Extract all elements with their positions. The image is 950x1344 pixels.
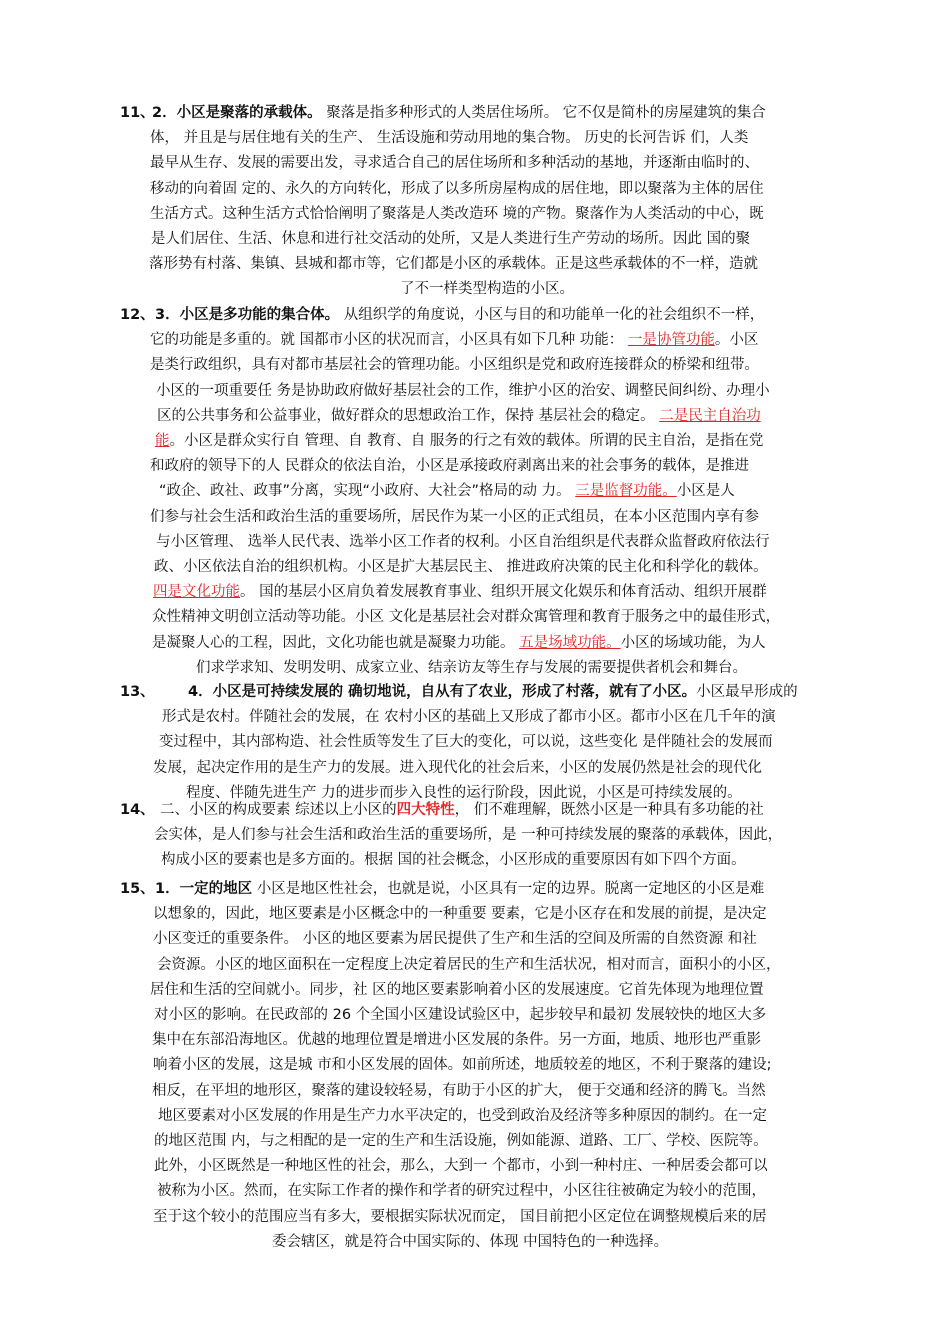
text-run: 相反，在平坦的地形区，聚落的建设较轻易，有助于小区的扩大， 便于交通和经济的腾飞。当然	[152, 1082, 766, 1099]
text-run: 小区变迁的重要条件。 小区的地区要素为居民提供了生产和生活的空间及所需的自然资源 和社	[153, 931, 757, 948]
bold-heading: 2．小区是聚落的承载体。	[152, 105, 322, 121]
text-run: “政企、政社、政事”分离，实现“小政府、大社会”格局的动 力。	[159, 483, 576, 500]
text-run: 从组织学的角度说，小区与目的和功能单一化的社会组织不一样，	[339, 307, 765, 323]
text-run: 的地区范围 内，与之相配的是一定的生产和生活设施，例如能源、道路、工厂、学校、医院等。	[154, 1133, 768, 1149]
text-run: 众性精神文明创立活动等功能。小区 文化是基层社会对群众寓管理和教育于服务之中的最佳形式，	[152, 609, 781, 626]
text-run: 变过程中，其内部构造、社会性质等发生了巨大的变化，可以说，这些变化 是伴随社会的发展而	[159, 734, 773, 751]
text-line	[151, 229, 750, 249]
text-line	[149, 254, 758, 274]
text-run: 对小区的影响。在民政部的 26 个全国小区建设试验区中，起步较早和最初 发展较快的地区大多	[154, 1007, 767, 1023]
text-line	[153, 1055, 772, 1075]
text-line	[154, 1156, 768, 1176]
text-line	[153, 1207, 767, 1227]
text-run: 最早从生存、发展的需要出发，寻求适合自己的居住场所和多种活动的基地，并逐渐由临时的、	[150, 155, 759, 172]
text-run: 构成小区的要素也是多方面的。根据 国的社会概念，小区形成的重要原因有如下四个方面。	[161, 852, 746, 869]
text-run: 它的功能是多重的。就 国都市小区的状况而言，小区具有如下几种 功能：	[150, 332, 628, 349]
paragraph-number: 15、	[120, 881, 155, 897]
text-line	[154, 557, 768, 577]
highlighted-term: 能	[155, 433, 170, 449]
text-run: 是凝聚人心的工程，因此，文化功能也就是凝聚力功能。	[152, 634, 520, 651]
highlighted-term: 五是场域功能。	[519, 634, 621, 651]
text-run: 发展，起决定作用的是生产力的发展。进入现代化的社会后来，小区的发展仍然是社会的现代化	[153, 759, 762, 776]
text-line	[150, 355, 759, 375]
text-run: 二、小区的构成要素 综述以上小区的	[160, 802, 397, 818]
text-run: 们参与社会生活和政治生活的重要场所，居民作为某一小区的正式组员，在本小区范围内享有参	[150, 508, 759, 525]
highlighted-term: 二是民主自治功	[659, 407, 761, 424]
text-run: 地区要素对小区发展的作用是生产力水平决定的，也受到政治及经济等多种原因的制约。在一定	[158, 1107, 767, 1124]
text-run: 政、小区依法自治的组织机构。小区是扩大基层民主、 推进政府决策的民主化和科学化的载体。	[154, 559, 768, 575]
text-run: ， 们不难理解，既然小区是一种具有多功能的社	[454, 802, 764, 818]
text-line	[153, 758, 762, 778]
text-run: 委会辖区，就是符合中国实际的、体现 中国特色的一种选择。	[272, 1233, 669, 1250]
text-line	[154, 1005, 766, 1025]
text-run: 。 国的基层小区肩负着发展教育事业、组织开展文化娱乐和体育活动、组织开展群	[240, 584, 767, 601]
text-line	[400, 279, 574, 299]
text-line	[160, 800, 764, 820]
text-line	[152, 1081, 766, 1101]
text-run: 是人们居住、生活、休息和进行社交活动的处所，又是人类进行生产劳动的场所。因此 国的聚	[151, 231, 751, 247]
text-line	[153, 904, 767, 924]
text-run: 体， 并且是与居住地有关的生产、 生活设施和劳动用地的集合物。 历史的长河告诉 们，人类	[150, 130, 749, 147]
text-run: 。小区	[714, 332, 759, 349]
text-run: 和政府的领导下的人 民群众的依法自治，小区是承接政府剥离出来的社会事务的载体，是推进	[150, 458, 750, 475]
text-line	[162, 707, 776, 727]
text-line	[150, 128, 748, 148]
text-run: 以想象的，因此，地区要素是小区概念中的一种重要 要素，它是小区存在和发展的前提，是决定	[153, 906, 767, 923]
text-run: 是类行政组织，具有对都市基层社会的管理功能。小区组织是党和政府连接群众的桥梁和纽带。	[150, 357, 759, 374]
text-line	[150, 507, 759, 527]
text-run: 会实体，是人们参与社会生活和政治生活的重要场所，是 一种可持续发展的聚落的承载体，因此，	[154, 827, 783, 844]
text-run: 小区是人	[676, 483, 735, 500]
highlighted-term: 三是监督功能。	[575, 483, 677, 500]
text-run: 生活方式。这种生活方式恰恰阐明了聚落是人类改造环 境的产物。聚落作为人类活动的中心，既	[150, 205, 764, 222]
bold-heading: 3．小区是多功能的集合体。	[155, 307, 340, 323]
text-run: 小区是地区性社会，也就是说，小区具有一定的边界。脱离一定地区的小区是难	[252, 881, 765, 897]
text-line	[155, 305, 764, 325]
text-line	[158, 1106, 767, 1126]
text-run: 们求学求知、发明发明、成家立业、结亲访友等生存与发展的需要提供者机会和舞台。	[196, 659, 747, 676]
text-line	[155, 879, 764, 899]
text-line	[152, 633, 766, 653]
text-run: 居住和生活的空间就小。同步，社 区的地区要素影响着小区的发展速度。它首先体现为地理位置	[150, 981, 764, 998]
text-line	[150, 456, 749, 476]
text-line	[157, 406, 761, 426]
text-line	[159, 732, 773, 752]
text-line	[150, 153, 759, 173]
text-line	[196, 658, 747, 678]
text-line	[150, 204, 764, 224]
paragraph-number: 13、	[120, 684, 155, 700]
text-run: 被称为小区。然而，在实际工作者的操作和学者的研究过程中，小区往往被确定为较小的范围，	[157, 1183, 766, 1200]
highlighted-term: 一是协管功能	[627, 332, 715, 349]
text-line	[154, 1131, 768, 1151]
text-line	[154, 825, 782, 845]
text-line	[188, 682, 798, 702]
text-run: 响着小区的发展，这是城 市和小区发展的固体。如前所述，地质较差的地区，不利于聚落的建设;	[153, 1057, 772, 1074]
bold-heading: 4．小区是可持续发展的 确切地说，自从有了农业，形成了村落，就有了小区。	[188, 684, 697, 700]
text-run: 与小区管理、 选举人民代表、选举小区工作者的权利。小区自治组织是代表群众监督政府依法行	[156, 533, 770, 550]
text-line	[156, 532, 770, 552]
text-run: 。小区是群众实行自 管理、自 教育、自 服务的行之有效的载体。所谓的民主自治，是指在党	[169, 433, 764, 449]
text-run: 了不一样类型构造的小区。	[400, 281, 574, 298]
paragraph-number: 14、	[120, 802, 155, 818]
bold-heading: 1．一定的地区	[155, 881, 253, 897]
text-line	[156, 381, 770, 401]
text-line	[150, 980, 764, 1000]
text-line	[150, 330, 758, 350]
text-run: 集中在东部沿海地区。优越的地理位置是增进小区发展的条件。另一方面，地质、地形也严重影	[152, 1032, 761, 1049]
text-line	[152, 103, 766, 123]
text-line	[153, 929, 757, 949]
text-line	[150, 179, 764, 199]
highlighted-term: 四大特性	[396, 802, 455, 818]
text-line	[161, 850, 746, 870]
text-line	[157, 955, 781, 975]
text-line	[152, 1030, 761, 1050]
text-run: 程度、伴随先进生产 力的进步而步入良性的运行阶段，因此说，小区是可持续发展的。	[186, 784, 742, 801]
text-line	[159, 481, 735, 501]
text-run: 移动的向着固 定的、永久的方向转化，形成了以多所房屋构成的居住地，即以聚落为主体的居住	[150, 180, 764, 197]
text-line	[152, 607, 780, 627]
text-line	[153, 582, 767, 602]
text-run: 落形势有村落、集镇、县城和都市等，它们都是小区的承载体。正是这些承载体的不一样，造就	[149, 256, 758, 273]
text-run: 区的公共事务和公益事业，做好群众的思想政治工作，保持 基层社会的稳定。	[157, 407, 660, 424]
text-line	[157, 1181, 766, 1201]
paragraph-number: 11、	[120, 105, 155, 121]
text-run: 形式是农村。伴随社会的发展，在 农村小区的基础上又形成了都市小区。都市小区在几千年的演	[162, 709, 776, 726]
highlighted-term: 四是文化功能	[153, 584, 240, 601]
text-run: 此外，小区既然是一种地区性的社会，那么，大到一 个都市，小到一种村庄、一种居委会都可以	[154, 1158, 768, 1175]
text-line	[272, 1232, 668, 1252]
text-line	[155, 431, 763, 451]
text-run: 会资源。小区的地区面积在一定程度上决定着居民的生产和生活状况，相对而言，面积小的小区，	[157, 956, 781, 973]
text-run: 聚落是指多种形式的人类居住场所。 它不仅是简朴的房屋建筑的集合	[321, 105, 766, 121]
text-run: 至于这个较小的范围应当有多大，要根据实际状况而定， 国目前把小区定位在调整规模后来的居	[153, 1208, 767, 1225]
text-run: 小区最早形成的	[696, 684, 798, 700]
text-run: 小区的一项重要任 务是协助政府做好基层社会的工作，维护小区的治安、调整民间纠纷、办理小	[156, 382, 770, 399]
paragraph-number: 12、	[120, 307, 155, 323]
text-run: 小区的场域功能，为人	[620, 634, 766, 651]
